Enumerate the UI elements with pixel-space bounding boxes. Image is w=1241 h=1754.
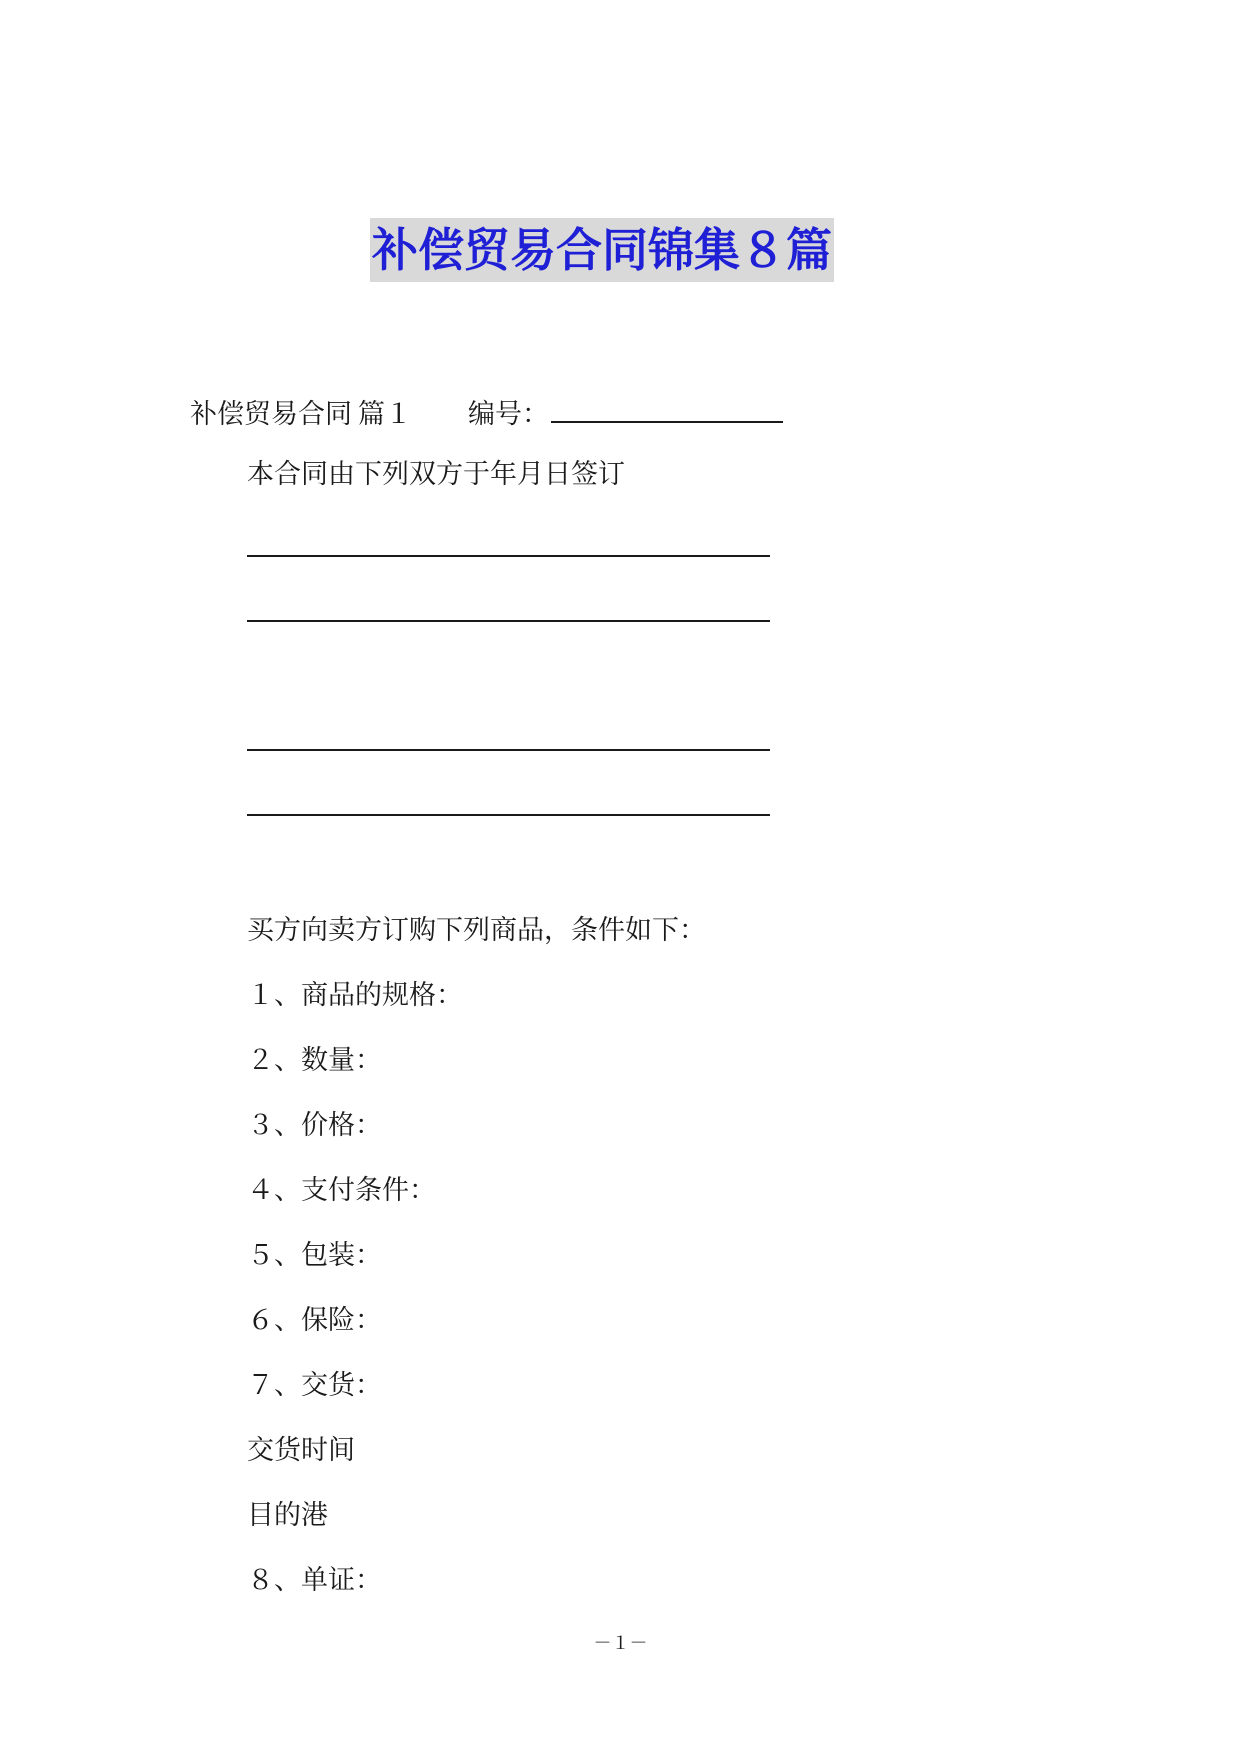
list-item-specification: １、商品的规格： <box>247 980 463 1011</box>
list-item-price: ３、价格： <box>247 1110 382 1141</box>
page-number: －１－ <box>593 1633 648 1654</box>
party-blank-line-2 <box>247 620 770 622</box>
party-blank-line-3 <box>247 749 770 751</box>
list-item-quantity: ２、数量： <box>247 1045 382 1076</box>
party-blank-line-1 <box>247 555 770 557</box>
list-item-payment-terms: ４、支付条件： <box>247 1175 436 1206</box>
delivery-time-label: 交货时间 <box>247 1435 355 1466</box>
section-label: 篇１ <box>358 399 412 430</box>
list-item-documents: ８、单证： <box>247 1565 382 1596</box>
contract-number-label: 编号： <box>468 399 549 430</box>
purchase-intro-text: 买方向卖方订购下列商品，条件如下： <box>247 915 706 946</box>
party-blank-line-4 <box>247 814 770 816</box>
document-title: 补偿贸易合同锦集８篇 <box>370 218 834 282</box>
list-item-packing: ５、包装： <box>247 1240 382 1271</box>
list-item-delivery: ７、交货： <box>247 1370 382 1401</box>
destination-port-label: 目的港 <box>247 1500 328 1531</box>
intro-text: 本合同由下列双方于年月日签订 <box>247 459 625 490</box>
contract-header-line <box>190 395 783 432</box>
list-item-insurance: ６、保险： <box>247 1305 382 1336</box>
contract-number-blank <box>551 395 783 423</box>
contract-name: 补偿贸易合同 <box>190 399 352 430</box>
